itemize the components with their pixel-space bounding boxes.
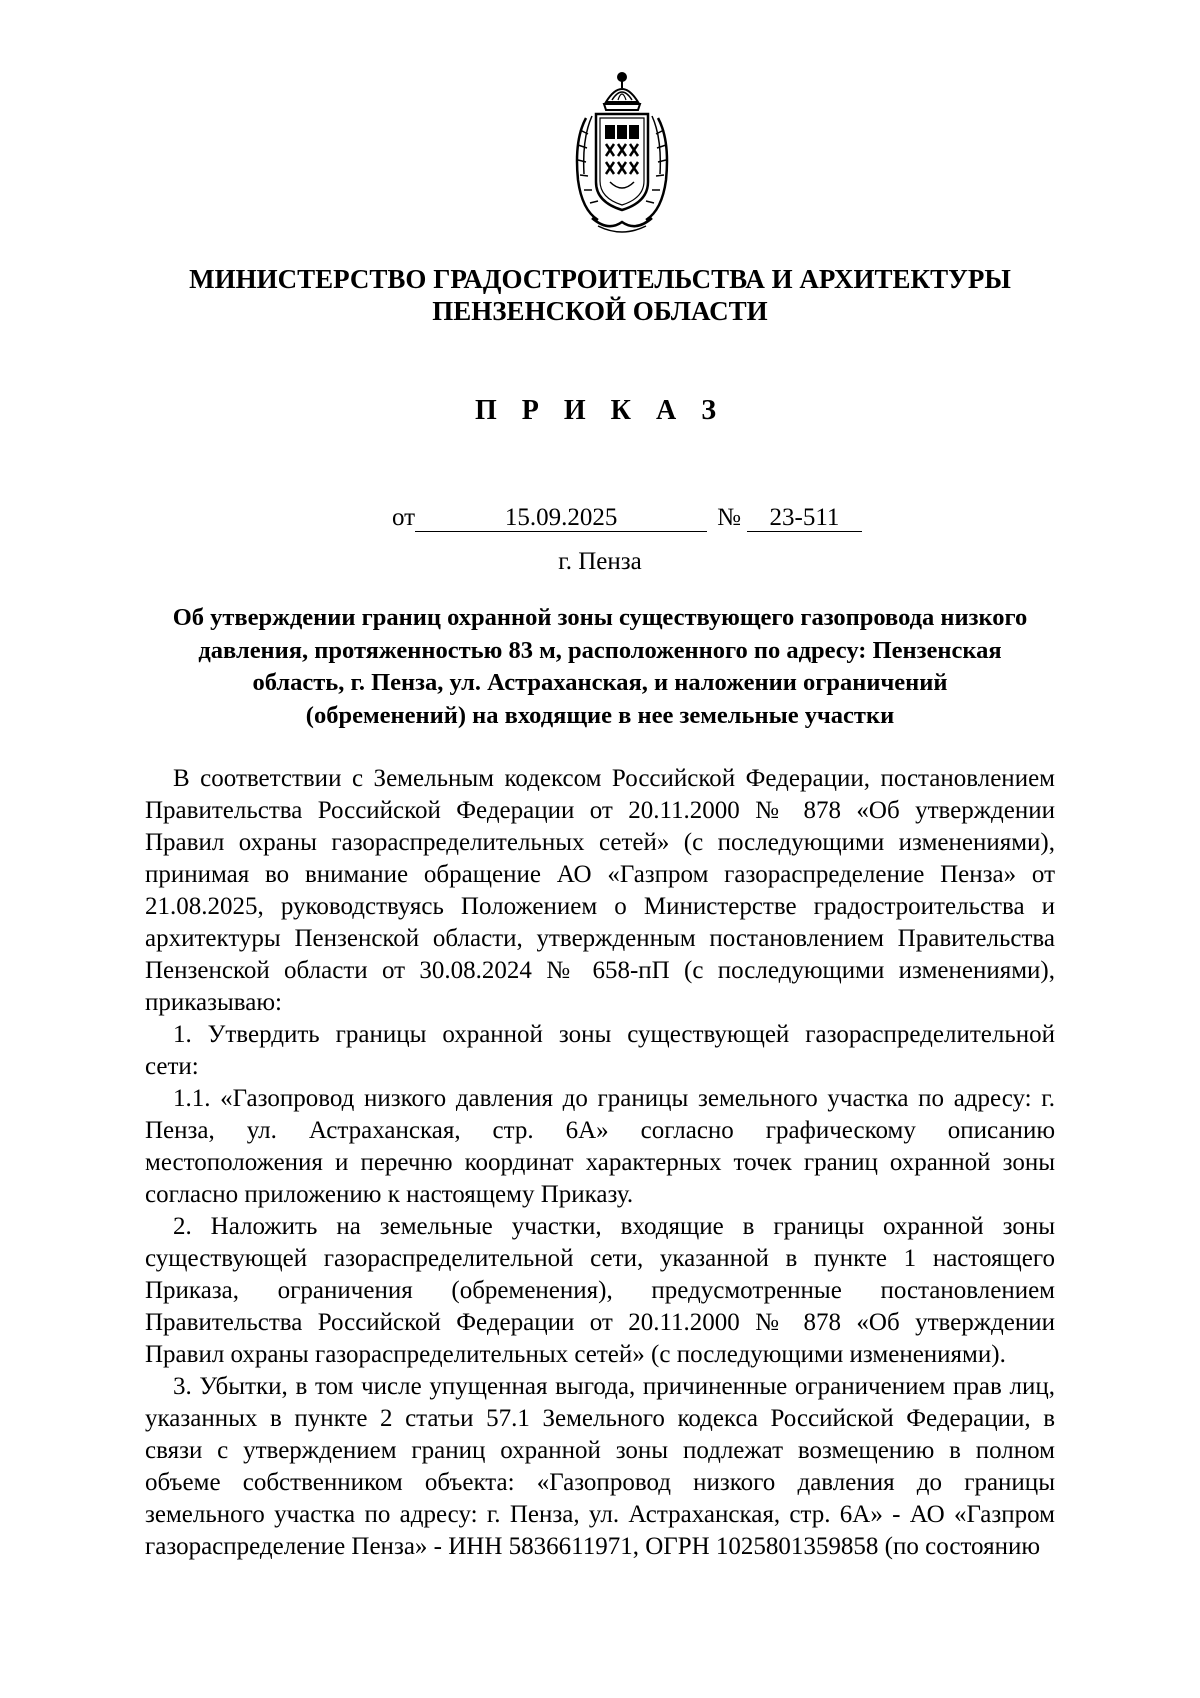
item-2-paragraph: 2. Наложить на земельные участки, входящие в границы охранной зоны существующей газораспределительной сети, указанной в пункте 1 настоящего Приказа, ограничения (обременения), предусмотренные постановлением Правительства Российской Федерации от 20.11.2000 № 878 «Об утверждении Правил охраны газораспределительных сетей» (с последующими изменениями). xyxy=(145,1213,1055,1368)
date-number-line xyxy=(392,503,862,533)
item-1-1-paragraph: 1.1. «Газопровод низкого давления до границы земельного участка по адресу: г. Пенза, ул. Астраханская, стр. 6А» согласно графическому описанию местоположения и перечню координат характерных точек границ охранной зоны согласно приложению к настоящему Приказу. xyxy=(145,1085,1055,1208)
title-line-1: Об утверждении границ охранной зоны существующего газопровода низкого xyxy=(172,604,1028,631)
number-sign: № xyxy=(717,504,741,531)
ministry-name xyxy=(100,263,1100,327)
title-line-4: (обременений) на входящие в нее земельные участки xyxy=(305,701,895,729)
item-3-paragraph: 3. Убытки, в том числе упущенная выгода, причиненные ограничением прав лиц, указанных в пункте 2 статьи 57.1 Земельного кодекса Российской Федерации, в связи с утверждением границ охранной зоны подлежат возмещению в полном объеме собственником объекта: «Газопровод низкого давления до границы земельного участка по адресу: г. Пенза, ул. Астраханская, стр. 6А» - АО «Газпром газораспределение Пенза» - ИНН 5836611971, ОГРН 1025801359858 (по состоянию xyxy=(145,1373,1055,1560)
document-title xyxy=(120,602,1080,732)
title-line-3: область, г. Пенза, ул. Астраханская, и наложении ограничений xyxy=(252,669,948,696)
document-date: 15.09.2025 xyxy=(415,505,707,532)
title-line-2: давления, протяженностью 83 м, расположенного по адресу: Пензенская xyxy=(198,636,1002,664)
document-type-heading: П Р И К А З xyxy=(475,395,725,426)
ministry-line-1: МИНИСТЕРСТВО ГРАДОСТРОИТЕЛЬСТВА И АРХИТЕКТУРЫ xyxy=(189,264,1011,294)
city-name: г. Пенза xyxy=(558,548,642,575)
item-1-paragraph: 1. Утвердить границы охранной зоны существующей газораспределительной сети: xyxy=(145,1021,1055,1080)
document-body xyxy=(145,763,1055,1563)
date-prefix: от xyxy=(392,504,416,531)
ministry-line-2: ПЕНЗЕНСКОЙ ОБЛАСТИ xyxy=(432,296,768,326)
document-number: 23-511 xyxy=(747,505,862,532)
preamble-paragraph: В соответствии с Земельным кодексом Российской Федерации, постановлением Правительства Российской Федерации от 20.11.2000 № 878 «Об утверждении Правил охраны газораспределительных сетей» (с последующими изменениями), принимая во внимание обращение АО «Газпром газораспределение Пенза» от 21.08.2025, руководствуясь Положением о Министерстве градостроительства и архитектуры Пензенской области, утвержденным постановлением Правительства Пензенской области от 30.08.2024 № 658-пП (с последующими изменениями), приказываю: xyxy=(145,765,1055,1016)
coat-of-arms-icon xyxy=(568,70,676,236)
